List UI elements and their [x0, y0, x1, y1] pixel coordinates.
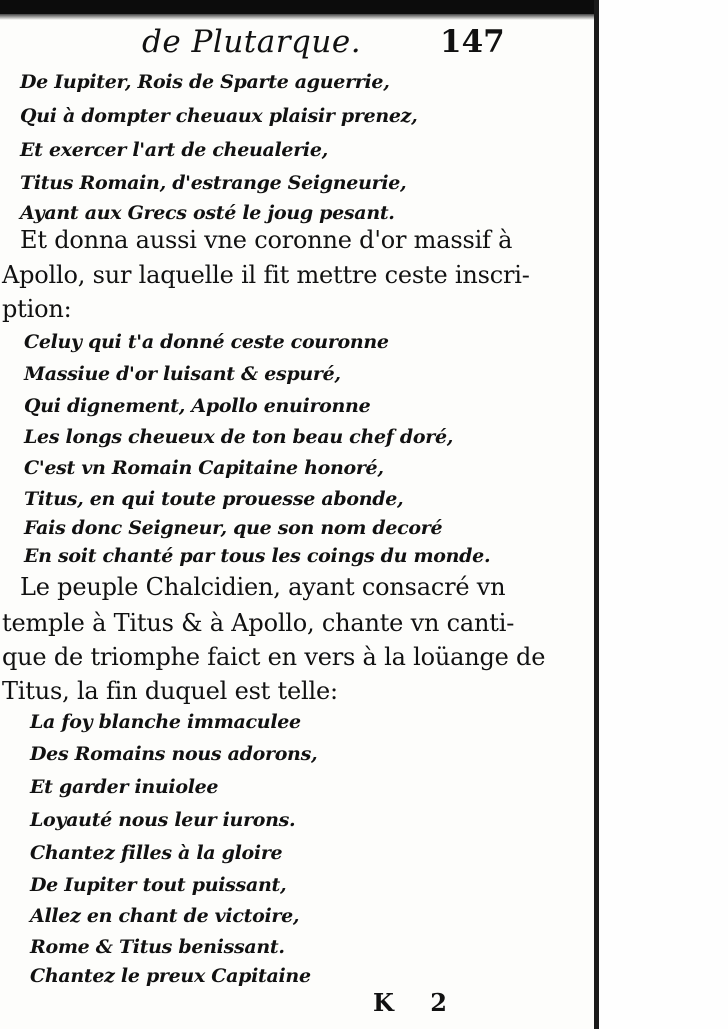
prose-line: Apollo, sur laquelle il fit mettre ceste inscri-	[2, 261, 530, 289]
verse-line: Ayant aux Grecs osté le joug pesant.	[20, 202, 395, 224]
verse-line: Fais donc Seigneur, que son nom decoré	[24, 517, 443, 539]
verse-line: Chantez le preux Capitaine	[30, 965, 311, 987]
verse-line: Les longs cheueux de ton beau chef doré,	[24, 426, 454, 448]
verse-line: Loyauté nous leur iurons.	[30, 809, 296, 831]
prose-line: que de triomphe faict en vers à la loüange de	[2, 643, 546, 671]
verse-line: Titus, en qui toute prouesse abonde,	[24, 488, 404, 510]
page-number: 147	[440, 24, 505, 60]
verse-line: Titus Romain, d'estrange Seigneurie,	[20, 172, 407, 194]
scan-margin	[599, 0, 728, 1029]
signature-mark: K 2	[373, 988, 461, 1017]
verse-line: De Iupiter tout puissant,	[30, 874, 287, 896]
prose-line: ption:	[2, 295, 72, 323]
prose-line: Et donna aussi vne coronne d'or massif à	[20, 226, 513, 254]
verse-line: Qui dignement, Apollo enuironne	[24, 395, 371, 417]
verse-line: Massiue d'or luisant & espuré,	[24, 363, 341, 385]
verse-line: Et exercer l'art de cheualerie,	[20, 139, 328, 161]
prose-line: Titus, la fin duquel est telle:	[2, 677, 338, 705]
verse-line: Allez en chant de victoire,	[30, 905, 300, 927]
prose-line: temple à Titus & à Apollo, chante vn canti-	[2, 609, 515, 637]
verse-line: Celuy qui t'a donné ceste couronne	[24, 331, 389, 353]
verse-line: Et garder inuiolee	[30, 776, 219, 798]
verse-line: De Iupiter, Rois de Sparte aguerrie,	[20, 71, 390, 93]
verse-line: Des Romains nous adorons,	[30, 743, 318, 765]
verse-line: Rome & Titus benissant.	[30, 936, 285, 958]
verse-line: En soit chanté par tous les coings du monde.	[24, 545, 491, 567]
verse-line: Qui à dompter cheuaux plaisir prenez,	[20, 105, 418, 127]
verse-line: C'est vn Romain Capitaine honoré,	[24, 457, 384, 479]
prose-line: Le peuple Chalcidien, ayant consacré vn	[20, 573, 506, 601]
verse-line: La foy blanche immaculee	[30, 711, 301, 733]
verse-line: Chantez filles à la gloire	[30, 842, 283, 864]
running-head: de Plutarque.	[142, 24, 362, 60]
